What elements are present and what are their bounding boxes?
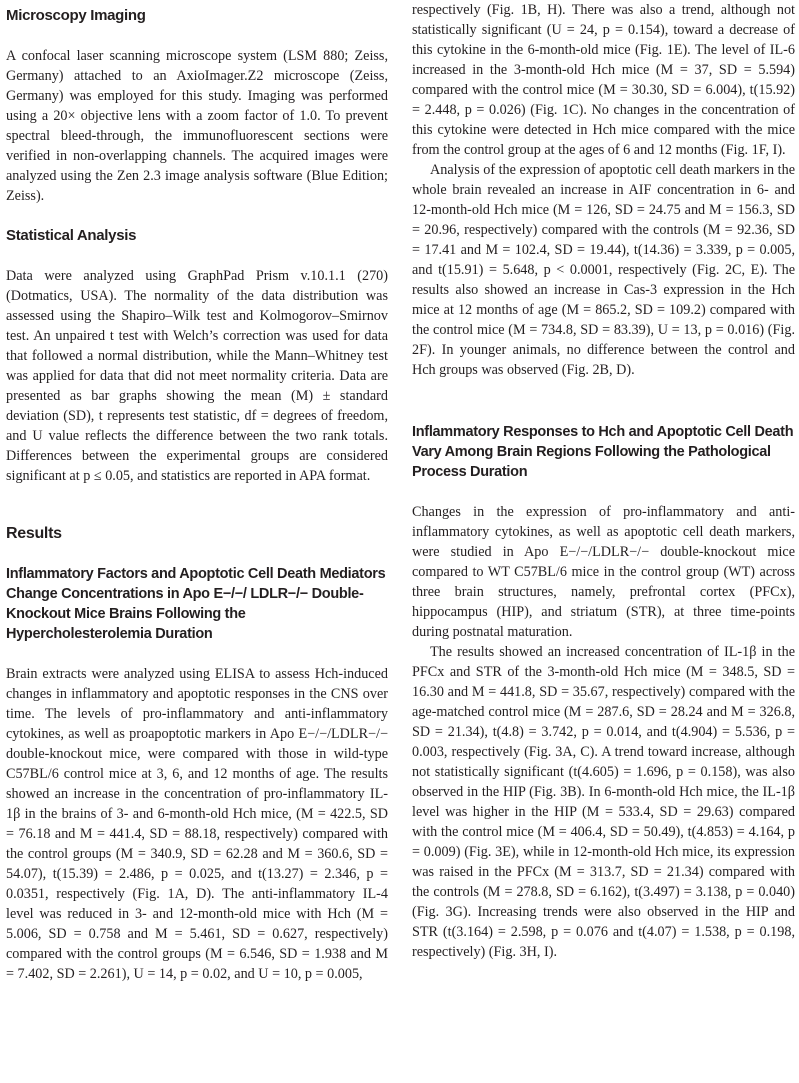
heading-inflammatory-factors: Inflammatory Factors and Apoptotic Cell Death Mediators Change Concentrations in Apo E−/−/ LDLR−/− Double-Knockout Mice Brains Following the Hypercholesterolemia Duration	[6, 566, 386, 642]
paragraph-microscopy: A confocal laser scanning microscope system (LSM 880; Zeiss, Germany) attached to an AxioImager.Z2 microscope (Zeiss, Germany) was employed for this study. Imaging was performed using a 20× objective lens with a zoom factor of 1.0. To prevent spectral bleed-through, the immunofluorescent sections were verified in non-overlapping channels. The acquired images were analyzed using the Zen 2.3 image analysis software (Blue Edition; Zeiss).	[6, 48, 388, 204]
heading-results: Results	[6, 525, 62, 542]
heading-microscopy-imaging: Microscopy Imaging	[6, 7, 146, 24]
paragraph-continued: respectively (Fig. 1B, H). There was also a trend, although not statistically significant (U = 24, p = 0.154), toward a decrease of this cytokine in the 6-month-old mice (Fig. 1E). The level of IL-6 increased in the 3-month-old Hch mice (M = 37, SD = 5.594) compared with the control mice (M = 30.30, SD = 6.004), t(15.92) = 2.448, p = 0.026) (Fig. 1C). No changes in the concentration of this cytokine were detected in Hch mice compared with the mice from the control group at the ages of 6 and 12 months (Fig. 1F, I).	[412, 2, 795, 158]
right-column	[412, 0, 795, 962]
paragraph-statistics: Data were analyzed using GraphPad Prism v.10.1.1 (270) (Dotmatics, USA). The normality of the data distribution was assessed using the Shapiro–Wilk test and Kolmogorov–Smirnov test. An unpaired t test with Welch’s correction was used for data that followed a normal distribution, while the Mann–Whitney test was applied for data that did not meet normality criteria. Data are presented as bar graphs showing the mean (M) ± standard deviation (SD), t represents test statistic, df = degrees of freedom, and U value reflects the difference between the two rank totals. Differences between the experimental groups are considered significant at p ≤ 0.05, and statistics are reported in APA format.	[6, 268, 388, 484]
heading-statistical-analysis: Statistical Analysis	[6, 227, 137, 244]
paragraph-brain-regions: Changes in the expression of pro-inflammatory and anti-inflammatory cytokines, as well as apoptotic cell death markers, were studied in Apo E−/−/LDLR−/− double-knockout mice compared to WT C57BL/6 mice in the control group (WT) across three brain structures, namely, prefrontal cortex (PFCx), hippocampus (HIP), and striatum (STR), at three time-points during postnatal maturation.	[412, 504, 795, 640]
paragraph-results: Brain extracts were analyzed using ELISA to assess Hch-induced changes in inflammatory and apoptotic responses in the CNS over time. The levels of pro-inflammatory and anti-inflammatory cytokines, as well as proapoptotic markers in Apo E−/−/LDLR−/− double-knockout mice, were compared with those in wild-type C57BL/6 control mice at 3, 6, and 12 months of age. The results showed an increase in the concentration of pro-inflammatory IL-1β in the brains of 3- and 6-month-old Hch mice, (M = 422.5, SD = 76.18 and M = 441.4, SD = 88.18, respectively) compared with the control groups (M = 340.9, SD = 62.28 and M = 360.6, SD = 54.07), t(15.39) = 2.486, p = 0.025, and t(13.27) = 2.346, p = 0.0351, respectively (Fig. 1A, D). The anti-inflammatory IL-4 level was reduced in 3- and 12-month-old mice with Hch (M = 5.006, SD = 0.758 and M = 5.461, SD = 0.627, respectively) compared with the control groups (M = 6.546, SD = 1.938 and M = 7.402, SD = 2.261), U = 14, p = 0.02, and U = 10, p = 0.005,	[6, 666, 388, 982]
paragraph-il1b-regions: The results showed an increased concentration of IL-1β in the PFCx and STR of the 3-month-old Hch mice (M = 348.5, SD = 16.30 and M = 441.8, SD = 35.67, respectively) compared with the age-matched control mice (M = 287.6, SD = 28.24 and M = 326.8, SD = 21.34), t(4.8) = 3.742, p = 0.014, and t(4.904) = 5.536, p = 0.003, respectively (Fig. 3A, C). A trend toward increase, although not statistically significant (t(4.605) = 1.696, p = 0.158), was also observed in the HIP (Fig. 3B). In 6-month-old Hch mice, the IL-1β level was higher in the HIP (M = 533.4, SD = 29.63) compared with the control mice (M = 406.4, SD = 50.49), t(4.853) = 4.164, p = 0.009) (Fig. 3E), while in 12-month-old Hch mice, its expression was raised in the PFCx (M = 313.7, SD = 21.34) compared with the controls (M = 278.8, SD = 6.162), t(3.497) = 3.138, p = 0.040) (Fig. 3G). Increasing trends were also observed in the HIP and STR (t(3.164) = 2.598, p = 0.076 and t(4.07) = 1.538, p = 0.198, respectively) (Fig. 3H, I).	[412, 644, 795, 960]
paragraph-apoptotic-markers: Analysis of the expression of apoptotic cell death markers in the whole brain revealed an increase in AIF concentration in 6- and 12-month-old Hch mice (M = 126, SD = 24.75 and M = 156.3, SD = 20.96, respectively) compared with the controls (M = 92.36, SD = 17.41 and M = 102.4, SD = 19.44), t(14.36) = 3.339, p = 0.005, and t(15.91) = 5.648, p < 0.0001, respectively (Fig. 2C, E). The results also showed an increase in Cas-3 expression in the Hch mice at 12 months of age (M = 865.2, SD = 109.2) compared with the control mice (M = 734.8, SD = 83.39), U = 13, p = 0.016) (Fig. 2F). In younger animals, no difference between the control and Hch groups was observed (Fig. 2B, D).	[412, 162, 795, 378]
left-column	[6, 0, 388, 984]
heading-inflammatory-responses: Inflammatory Responses to Hch and Apoptotic Cell Death Vary Among Brain Regions Following the Pathological Process Duration	[412, 424, 794, 480]
